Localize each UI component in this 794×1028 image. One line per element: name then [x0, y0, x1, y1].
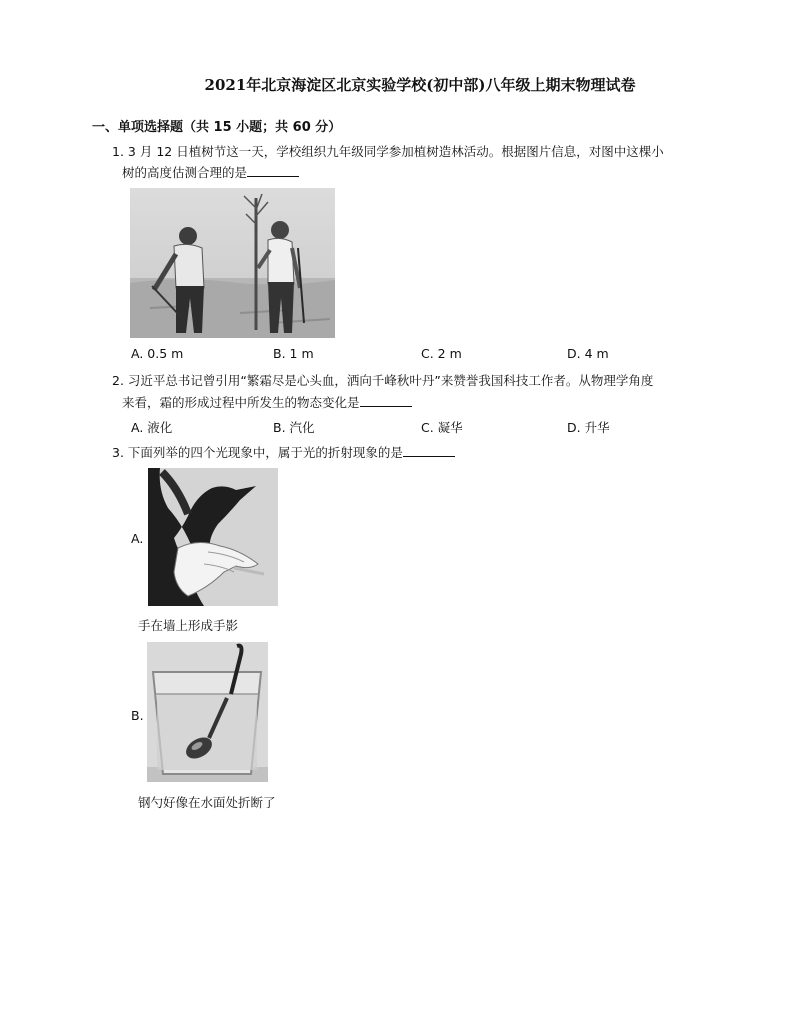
question-1-line-2 — [122, 163, 299, 183]
spoon-in-glass-photo — [147, 642, 268, 782]
q1-option-b[interactable]: B. 1 m — [273, 346, 314, 361]
question-3-text: 下面列举的四个光现象中，属于光的折射现象的是 — [127, 445, 403, 460]
answer-blank — [360, 394, 412, 407]
q1-option-a[interactable]: A. 0.5 m — [131, 346, 184, 361]
q3-option-a-caption: 手在墙上形成手影 — [138, 618, 239, 633]
question-1-line-1 — [112, 142, 664, 162]
question-2-number: 2. — [112, 373, 124, 388]
answer-blank — [403, 444, 455, 457]
hand-shadow-photo — [148, 468, 278, 606]
question-3-line-1 — [112, 443, 455, 463]
question-2-text: 习近平总书记曾引用“繁霜尽是心头血，洒向千峰秋叶丹”来赞誉我国科技工作者。从物理学角度 — [127, 373, 654, 388]
question-1-text: 3 月 12 日植树节这一天，学校组织九年级同学参加植树造林活动。根据图片信息，对图中这棵小 — [127, 144, 664, 159]
q2-option-b[interactable]: B. 汽化 — [273, 420, 315, 435]
q3-option-b-label[interactable]: B. — [131, 708, 144, 723]
section-heading: 一、单项选择题（共 15 小题；共 60 分） — [92, 120, 342, 135]
question-3-number: 3. — [112, 445, 124, 460]
question-1-number: 1. — [112, 144, 124, 159]
q1-option-c[interactable]: C. 2 m — [421, 346, 462, 361]
question-2-line-2 — [122, 393, 412, 413]
q1-option-d[interactable]: D. 4 m — [567, 346, 609, 361]
question-1-text-2: 树的高度估测合理的是 — [122, 165, 248, 180]
question-2-text-2: 来看，霜的形成过程中所发生的物态变化是 — [122, 395, 360, 410]
answer-blank — [247, 164, 299, 177]
q2-option-d[interactable]: D. 升华 — [567, 420, 610, 435]
tree-planting-photo — [130, 188, 335, 338]
q3-option-a-label[interactable]: A. — [131, 531, 144, 546]
q3-option-b-caption: 钢勺好像在水面处折断了 — [138, 795, 276, 810]
question-2-line-1 — [112, 371, 653, 391]
q2-option-a[interactable]: A. 液化 — [131, 420, 173, 435]
q2-option-c[interactable]: C. 凝华 — [421, 420, 463, 435]
page-title: 2021年北京海淀区北京实验学校(初中部)八年级上期末物理试卷 — [204, 76, 636, 94]
